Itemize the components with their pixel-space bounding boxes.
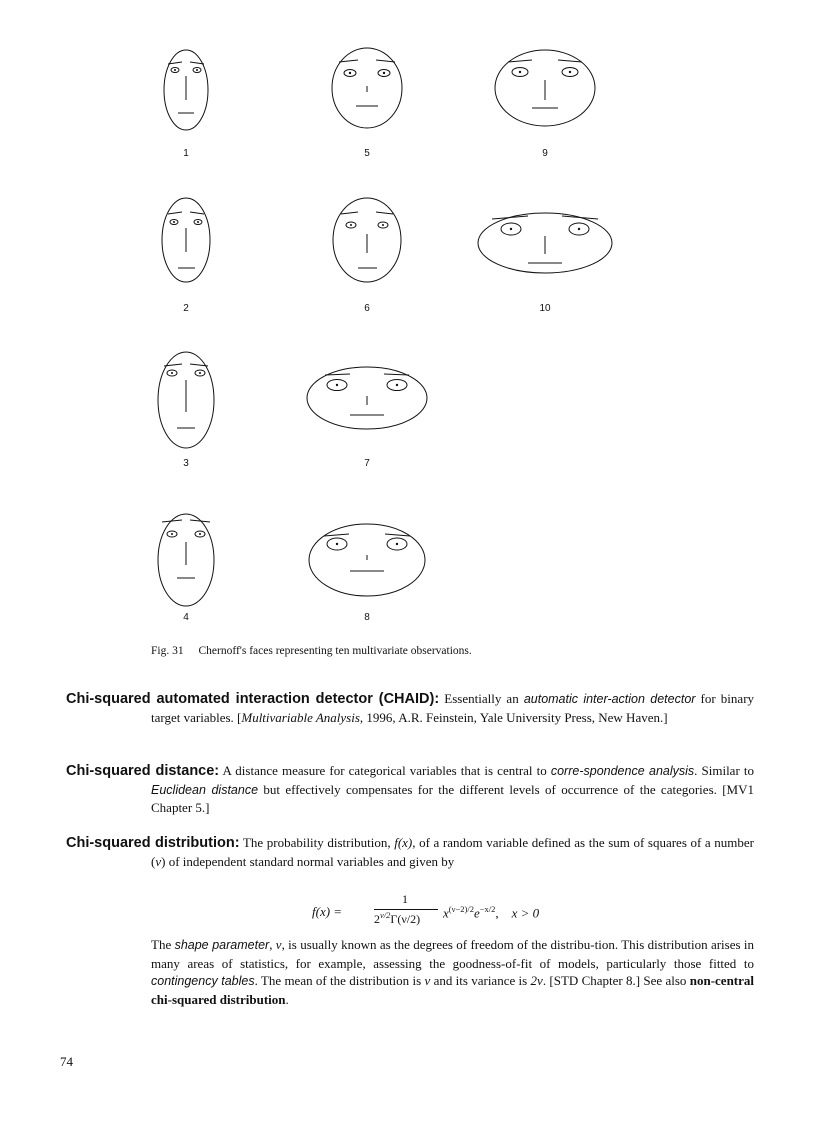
entry-text: . The mean of the distribution is — [254, 973, 422, 989]
math-fx: f(x) — [394, 835, 413, 850]
chernoff-face-6 — [333, 198, 401, 314]
entry-text: , 1996, A.R. Feinstein, Yale University Press, New Haven.] — [359, 709, 668, 725]
face-label: 9 — [542, 148, 548, 159]
book-title: Multivariable Analysis — [241, 709, 360, 725]
formula-rhs: $x^{(\nu-2)/2}e^{-x/2}$, x > 0 — [443, 904, 540, 921]
cross-reference-link[interactable]: automatic inter-action detector — [523, 692, 696, 706]
formula-denominator: $2^{\nu/2}\Gamma(\nu/2)$ — [374, 910, 421, 926]
chernoff-face-1 — [164, 50, 208, 159]
page-number: 74 — [60, 1054, 73, 1069]
entry-text: , of a random variable defined as the sum of squares of a number ( — [151, 835, 755, 869]
chernoff-face-2 — [162, 198, 210, 314]
figure-caption — [151, 645, 472, 657]
face-label: 7 — [364, 458, 370, 469]
entry-chi-squared-distribution — [66, 834, 754, 870]
entry-term: Chi-squared distribution: — [66, 835, 240, 851]
face-label: 4 — [183, 612, 189, 623]
entry-chi-squared-distance — [66, 762, 754, 817]
math-nu: ν — [275, 937, 282, 952]
math-2v: 2v — [530, 973, 543, 989]
entry-text: ) of independent standard normal variables and given by — [161, 853, 455, 869]
entry-text: . — [285, 991, 289, 1007]
entry-chaid — [66, 690, 754, 726]
chernoff-face-4 — [158, 514, 214, 623]
entry-text: , — [269, 937, 273, 952]
face-label: 6 — [364, 303, 370, 314]
entry-text: . [STD Chapter 8.] See also — [542, 973, 687, 989]
chernoff-face-3 — [158, 352, 214, 469]
chernoff-face-10 — [478, 213, 612, 314]
face-label: 5 — [364, 148, 370, 159]
chernoff-face-9 — [495, 50, 595, 159]
entry-text: for binary target variables. [ — [151, 691, 755, 725]
entry-text: , is usually known as the degrees of freedom of the distribu-tion. This distribution arises in many areas of statistics, for example, assessing the goodness-of-fit of models, particularly those fitted to — [151, 937, 755, 971]
entry-term: Chi-squared distance: — [66, 763, 220, 779]
face-label: 10 — [539, 303, 551, 314]
chi-squared-pdf-formula — [312, 892, 612, 928]
see-also-link[interactable]: non-central chi-squared distribution — [151, 973, 755, 1007]
math-v: v — [424, 973, 431, 989]
chernoff-face-5 — [332, 48, 402, 159]
math-nu: ν — [155, 853, 162, 869]
figure-caption-text: Chernoff's faces representing ten multivariate observations. — [198, 645, 472, 657]
figure-number: Fig. 31 — [151, 645, 184, 657]
cross-reference-link[interactable]: corre-spondence analysis — [550, 764, 695, 778]
cross-reference-link[interactable]: contingency tables — [151, 974, 255, 989]
entry-text: A distance measure for categorical variables that is central to — [222, 763, 547, 778]
face-label: 8 — [364, 612, 370, 623]
chernoff-face-8 — [309, 524, 425, 623]
formula-lhs: f(x) = — [312, 904, 343, 919]
entry-text: Essentially an — [444, 691, 519, 706]
formula-numerator: 1 — [402, 892, 408, 906]
entry-chi-squared-distribution-continued — [66, 936, 754, 1008]
entry-text: and its variance is — [433, 973, 528, 989]
entry-text: The probability distribution, — [242, 835, 391, 850]
face-label: 3 — [183, 458, 189, 469]
cross-reference-link[interactable]: Euclidean distance — [151, 782, 259, 797]
cross-reference-link[interactable]: shape parameter — [174, 938, 270, 952]
entry-text: The — [151, 937, 172, 952]
entry-text: but effectively compensates for the different levels of occurrence of the categories. [MV1 Chapter 5.] — [151, 781, 754, 816]
chernoff-face-7 — [307, 367, 427, 469]
entry-term: Chi-squared automated interaction detector (CHAID): — [66, 691, 440, 707]
face-label: 1 — [183, 148, 189, 159]
face-label: 2 — [183, 303, 189, 314]
entry-text: . Similar to — [694, 763, 754, 778]
